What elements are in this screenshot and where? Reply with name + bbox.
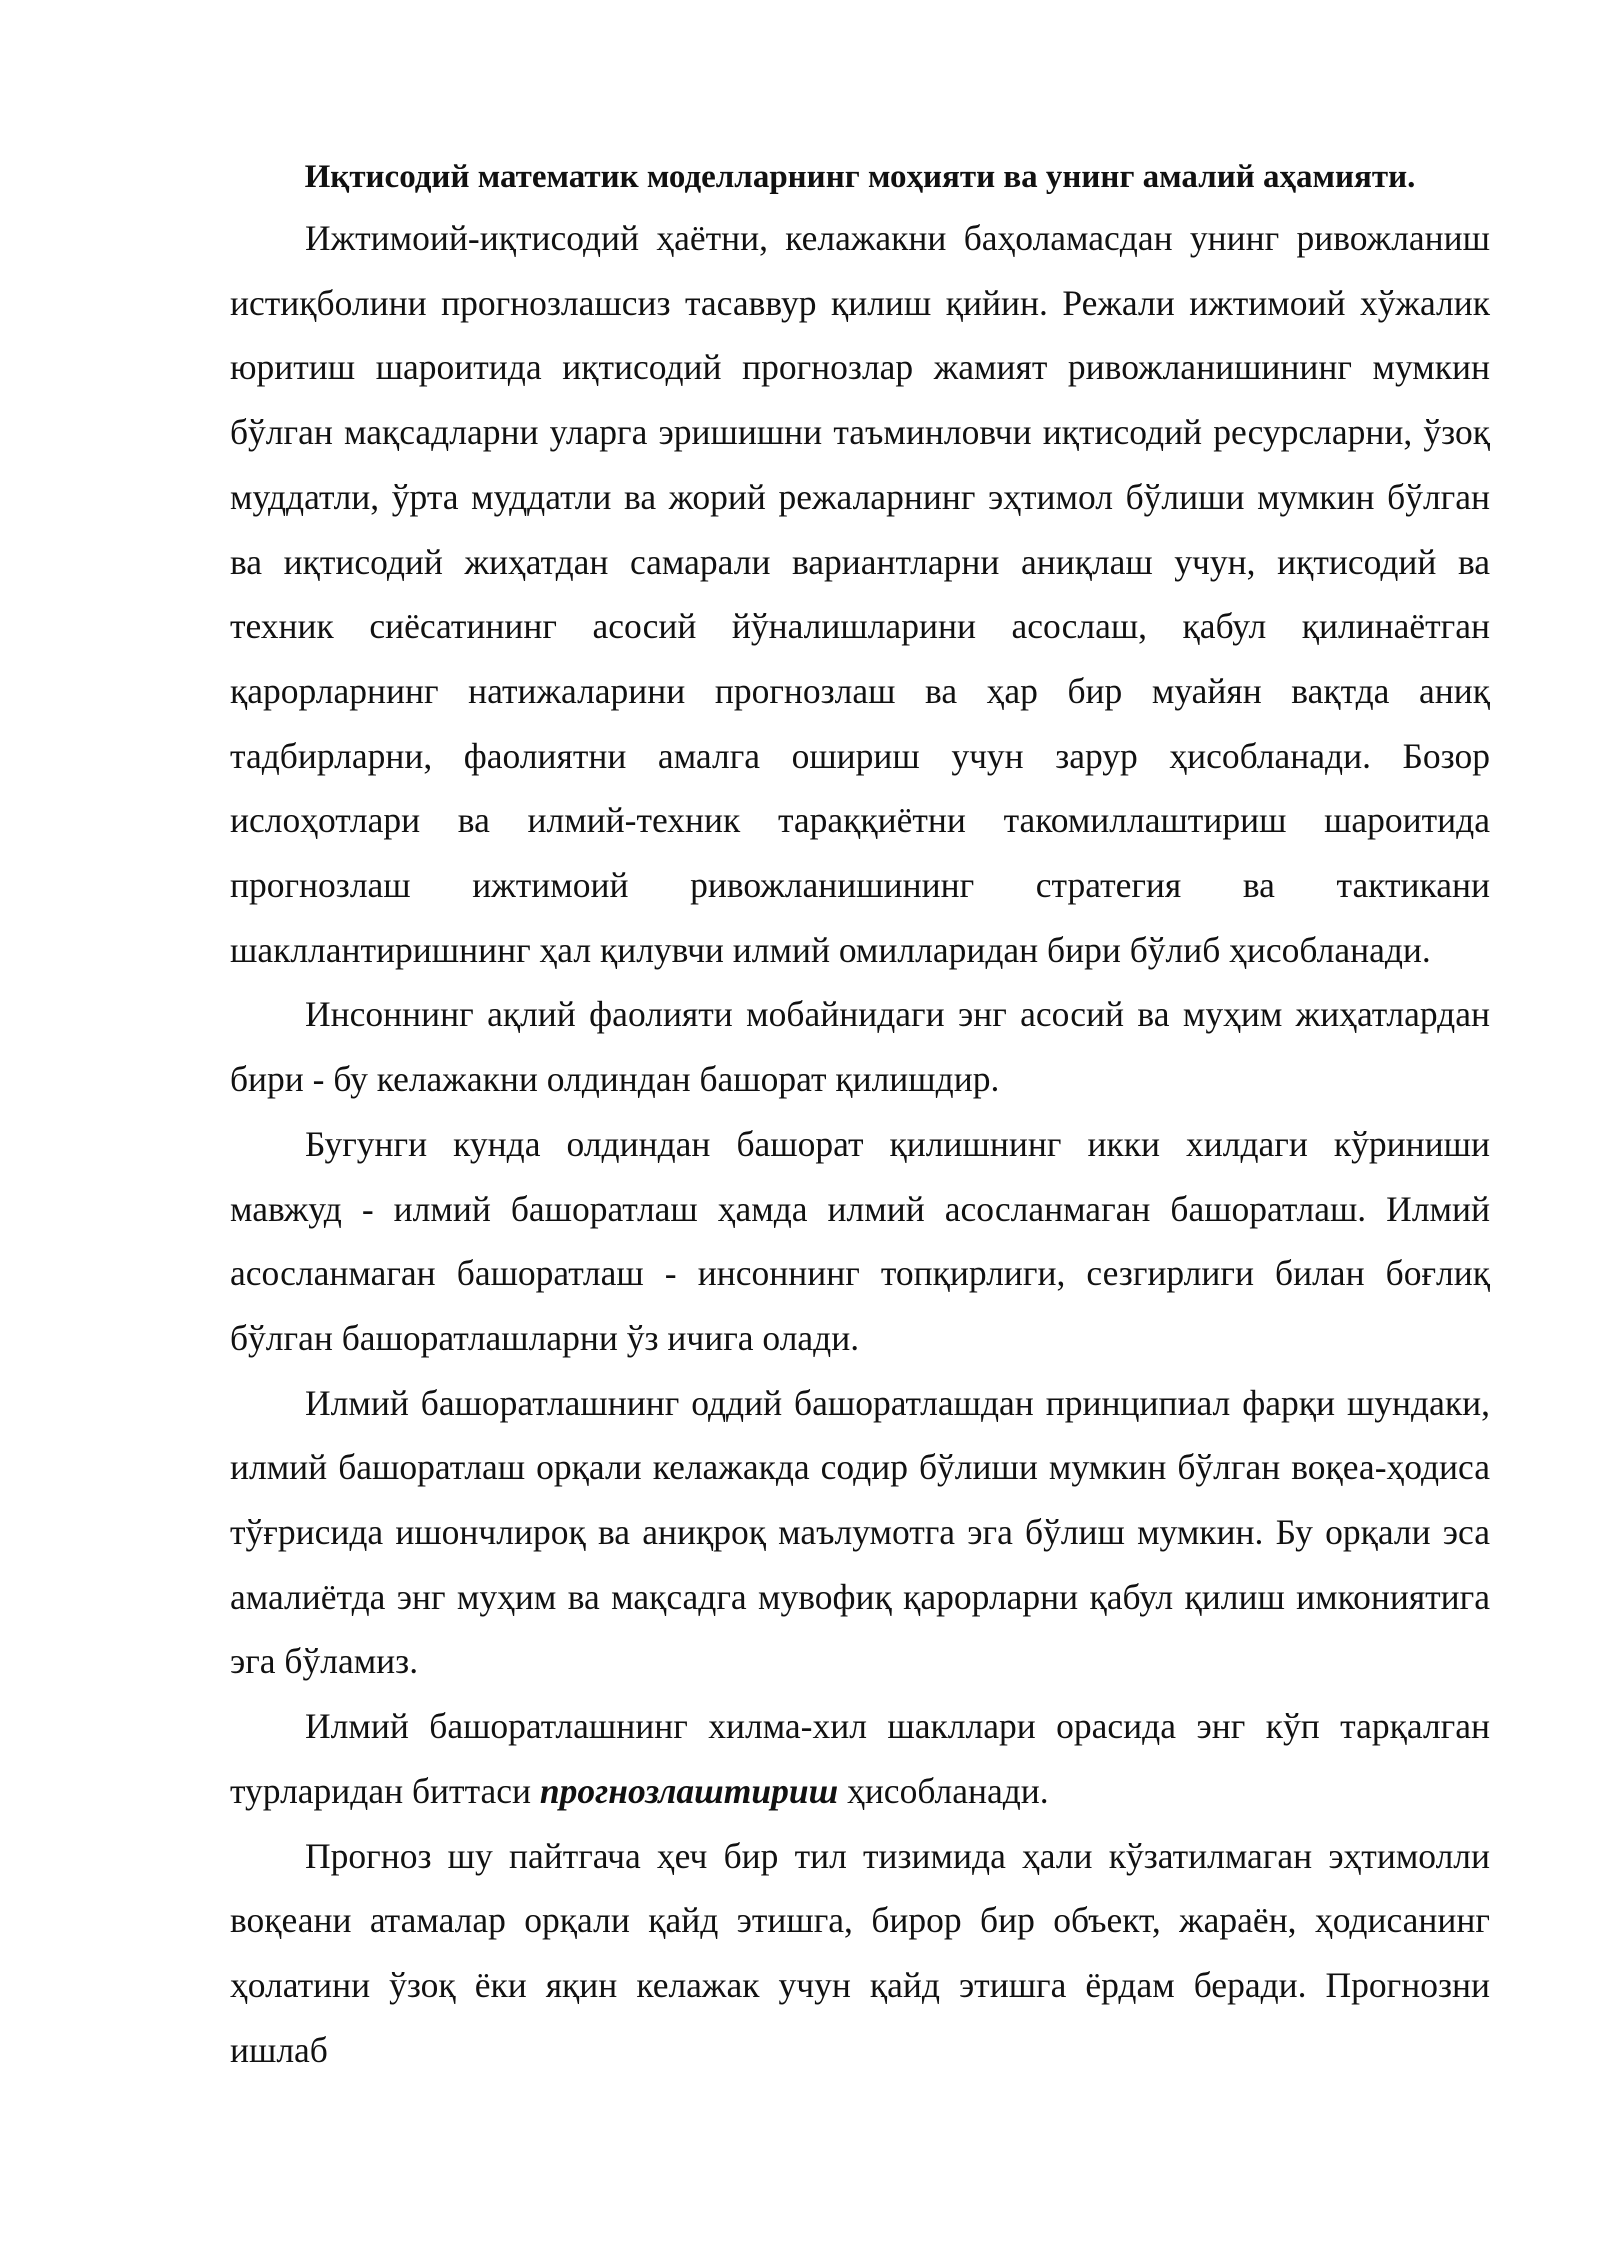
paragraph-6: Прогноз шу пайтгача ҳеч бир тил тизимида ҳали кўзатилмаган эҳтимолли воқеани атамалар орқали қайд этишга, бирор бир объект, жараён, ҳодисанинг ҳолатини ўзоқ ёки яқин келажак учун қайд этишга ёрдам беради. Прогнозни ишлаб [230,1835,1490,2070]
paragraph-5 [230,1694,1490,1823]
paragraph-4: Илмий башоратлашнинг оддий башоратлашдан принципиал фарқи шундаки, илмий башоратлаш орқали келажакда содир бўлиши мумкин бўлган воқеа-ҳодиса тўғрисида ишончлироқ ва аниқроқ маълумотга эга бўлиш мумкин. Бу орқали эса амалиётда энг муҳим ва мақсадга мувофиқ қарорларни қабул қилиш имкониятига эга бўламиз. [230,1382,1490,1682]
paragraph-2: Инсоннинг ақлий фаолияти мобайнидаги энг асосий ва муҳим жиҳатлардан бири - бу келажакни олдиндан башорат қилишдир. [230,994,1490,1100]
paragraph-1: Ижтимоий-иқтисодий ҳаётни, келажакни баҳоламасдан унинг ривожланиш истиқболини прогнозлашсиз тасаввур қилиш қийин. Режали ижтимоий хўжалик юритиш шароитида иқтисодий прогнозлар жамият ривожланишининг мумкин бўлган мақсадларни уларга эришишни таъминловчи иқтисодий ресурсларни, ўзоқ муддатли, ўрта муддатли ва жорий режаларнинг эҳтимол бўлиши мумкин бўлган ва иқтисодий жиҳатдан самарали вариантларни аниқлаш учун, иқтисодий ва техник сиёсатининг асосий йўналишларини асослаш, қабул қилинаётган қарорларнинг натижаларини прогнозлаш ва ҳар бир муайян вақтда аниқ тадбирларни, фаолиятни амалга ошириш учун зарур ҳисобланади. Бозор ислоҳотлари ва илмий-техник тараққиётни такомиллаштириш шароитида прогнозлаш ижтимоий ривожланишининг стратегия ва тактикани шакллантиришнинг ҳал қилувчи илмий омилларидан бири бўлиб ҳисобланади. [230,218,1490,970]
document-title: Иқтисодий математик моделларнинг моҳияти ва унинг амалий аҳамияти. [304,159,1416,195]
emphasized-term: прогнозлаштириш [539,1770,839,1811]
paragraph-5-text-end: ҳисобланади. [847,1770,1049,1811]
paragraph-3: Бугунги кунда олдиндан башорат қилишнинг икки хилдаги кўриниши мавжуд - илмий башоратлаш ҳамда илмий асосланмаган башоратлаш. Илмий асосланмаган башоратлаш - инсоннинг топқирлиги, сезгирлиги билан боғлиқ бўлган башоратлашларни ўз ичига олади. [230,1123,1490,1358]
paragraph-5-text-start: Илмий башоратлашнинг хилма-хил шакллари орасида энг кўп тарқалган турларидан биттаси [230,1706,1490,1811]
